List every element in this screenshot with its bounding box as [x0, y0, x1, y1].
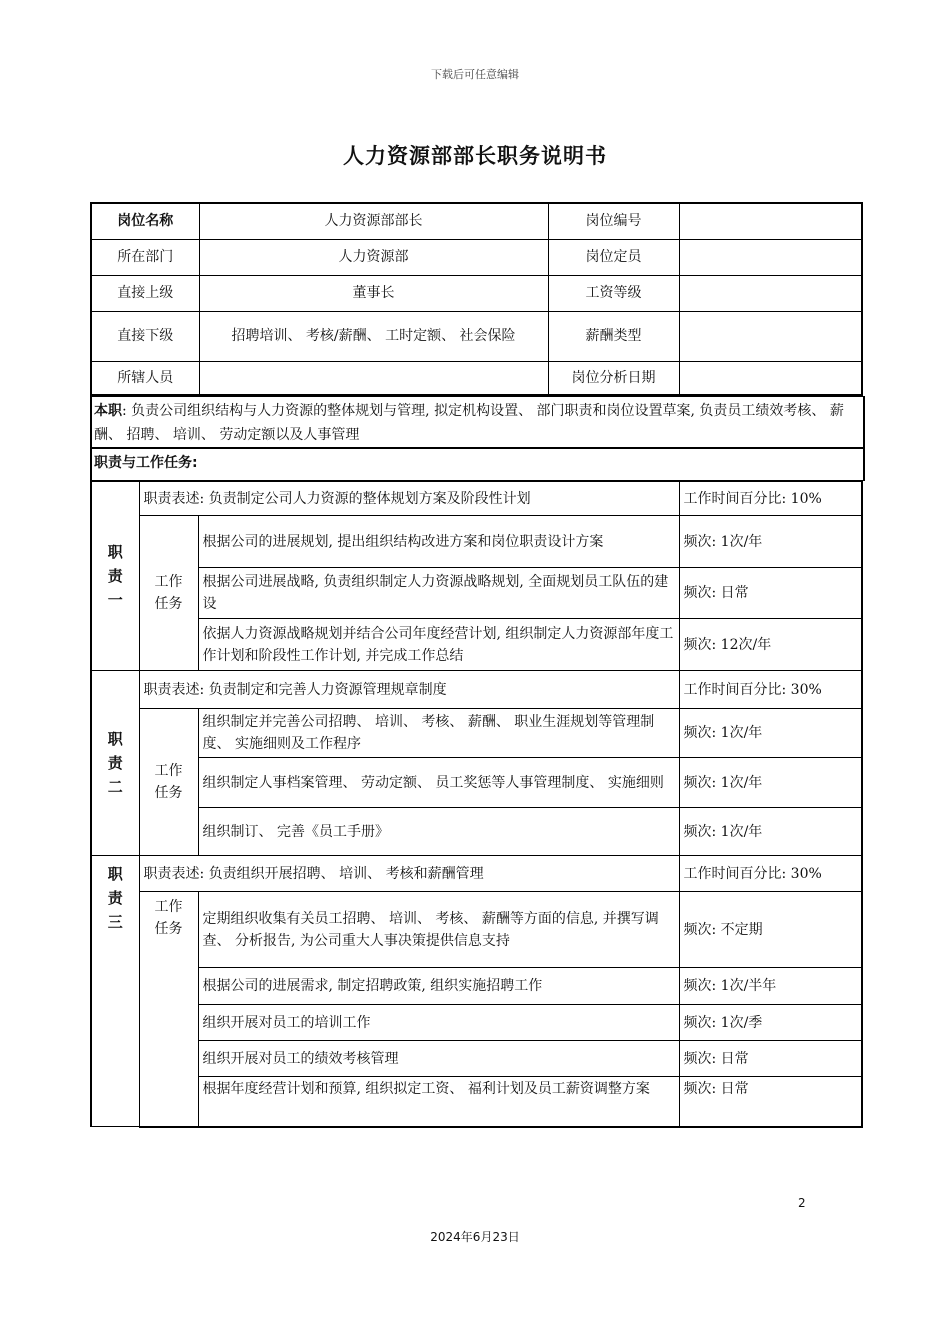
- task-frequency: 频次: 1次/年: [679, 758, 862, 808]
- task-text: 根据公司进展战略, 负责组织制定人力资源战略规划, 全面规划员工队伍的建设: [198, 568, 679, 619]
- staff-label: 所辖人员: [91, 361, 199, 395]
- task-text: 组织开展对员工的培训工作: [198, 1005, 679, 1041]
- duty-statement: 职责表述: 负责组织开展招聘、 培训、 考核和薪酬管理: [139, 856, 679, 892]
- task-frequency: 频次: 1次/半年: [679, 968, 862, 1005]
- footer-date: 2024年6月23日: [430, 1230, 520, 1244]
- summary-label: 本职: [94, 403, 122, 419]
- position-name-label: 岗位名称: [91, 203, 199, 239]
- analysis-date-value: [679, 361, 862, 395]
- task-text: 组织制定并完善公司招聘、 培训、 考核、 薪酬、 职业生涯规划等管理制度、 实施细则及工作程序: [198, 709, 679, 758]
- task-frequency: 频次: 不定期: [679, 892, 862, 968]
- position-code-label: 岗位编号: [548, 203, 679, 239]
- duty-time-percentage: 工作时间百分比: 30%: [679, 856, 862, 892]
- position-info-table: [90, 202, 863, 396]
- duty-statement: 职责表述: 负责制定和完善人力资源管理规章制度: [139, 671, 679, 709]
- duty-time-percentage: 工作时间百分比: 30%: [679, 671, 862, 709]
- duty-name: 职 责 一: [91, 482, 139, 671]
- page-number: 2: [798, 1196, 806, 1210]
- superior-label: 直接上级: [91, 275, 199, 311]
- task-text: 依据人力资源战略规划并结合公司年度经营计划, 组织制定人力资源部年度工作计划和阶段性工作计划, 并完成工作总结: [198, 619, 679, 671]
- analysis-date-label: 岗位分析日期: [548, 361, 679, 395]
- salary-type-value: [679, 311, 862, 361]
- staff-value: [199, 361, 548, 395]
- task-frequency: 频次: 日常: [679, 1041, 862, 1077]
- summary-text: : 负责公司组织结构与人力资源的整体规划与管理, 拟定机构设置、 部门职责和岗位设置草案, 负责员工绩效考核、 薪酬、 招聘、 培训、 劳动定额以及人事管理: [94, 403, 844, 443]
- duty-table-2: [90, 670, 863, 856]
- task-text: 组织制订、 完善《员工手册》: [198, 808, 679, 856]
- task-frequency: 频次: 1次/季: [679, 1005, 862, 1041]
- subordinate-value: 招聘培训、 考核/薪酬、 工时定额、 社会保险: [199, 311, 548, 361]
- department-value: 人力资源部: [199, 239, 548, 275]
- task-text: 根据公司的进展规划, 提出组织结构改进方案和岗位职责设计方案: [198, 516, 679, 568]
- task-frequency: 频次: 1次/年: [679, 709, 862, 758]
- headcount-label: 岗位定员: [548, 239, 679, 275]
- salary-type-label: 薪酬类型: [548, 311, 679, 361]
- duty-table-1: [90, 481, 863, 671]
- job-summary: [90, 396, 865, 449]
- task-text: 根据年度经营计划和预算, 组织拟定工资、 福利计划及员工薪资调整方案: [198, 1077, 679, 1127]
- task-label: 工作 任务: [139, 709, 198, 856]
- task-frequency: 频次: 日常: [679, 568, 862, 619]
- department-label: 所在部门: [91, 239, 199, 275]
- subordinate-label: 直接下级: [91, 311, 199, 361]
- task-frequency: 频次: 日常: [679, 1077, 862, 1127]
- superior-value: 董事长: [199, 275, 548, 311]
- task-label: 工作 任务: [139, 892, 198, 1127]
- salary-grade-label: 工资等级: [548, 275, 679, 311]
- duty-name: 职 责 二: [91, 671, 139, 856]
- salary-grade-value: [679, 275, 862, 311]
- task-text: 组织制定人事档案管理、 劳动定额、 员工奖惩等人事管理制度、 实施细则: [198, 758, 679, 808]
- duty-time-percentage: 工作时间百分比: 10%: [679, 482, 862, 516]
- task-frequency: 频次: 1次/年: [679, 808, 862, 856]
- task-label: 工作 任务: [139, 516, 198, 671]
- task-frequency: 频次: 12次/年: [679, 619, 862, 671]
- duty-statement: 职责表述: 负责制定公司人力资源的整体规划方案及阶段性计划: [139, 482, 679, 516]
- document-title: 人力资源部部长职务说明书: [343, 144, 607, 168]
- task-text: 根据公司的进展需求, 制定招聘政策, 组织实施招聘工作: [198, 968, 679, 1005]
- header-note: 下载后可任意编辑: [431, 68, 519, 81]
- task-text: 定期组织收集有关员工招聘、 培训、 考核、 薪酬等方面的信息, 并撰写调查、 分析报告, 为公司重大人事决策提供信息支持: [198, 892, 679, 968]
- duty-table-3: [90, 855, 863, 1128]
- position-name-value: 人力资源部部长: [199, 203, 548, 239]
- task-frequency: 频次: 1次/年: [679, 516, 862, 568]
- duty-name: 职 责 三: [91, 856, 139, 1127]
- task-text: 组织开展对员工的绩效考核管理: [198, 1041, 679, 1077]
- position-code-value: [679, 203, 862, 239]
- headcount-value: [679, 239, 862, 275]
- duties-heading: 职责与工作任务:: [90, 446, 865, 481]
